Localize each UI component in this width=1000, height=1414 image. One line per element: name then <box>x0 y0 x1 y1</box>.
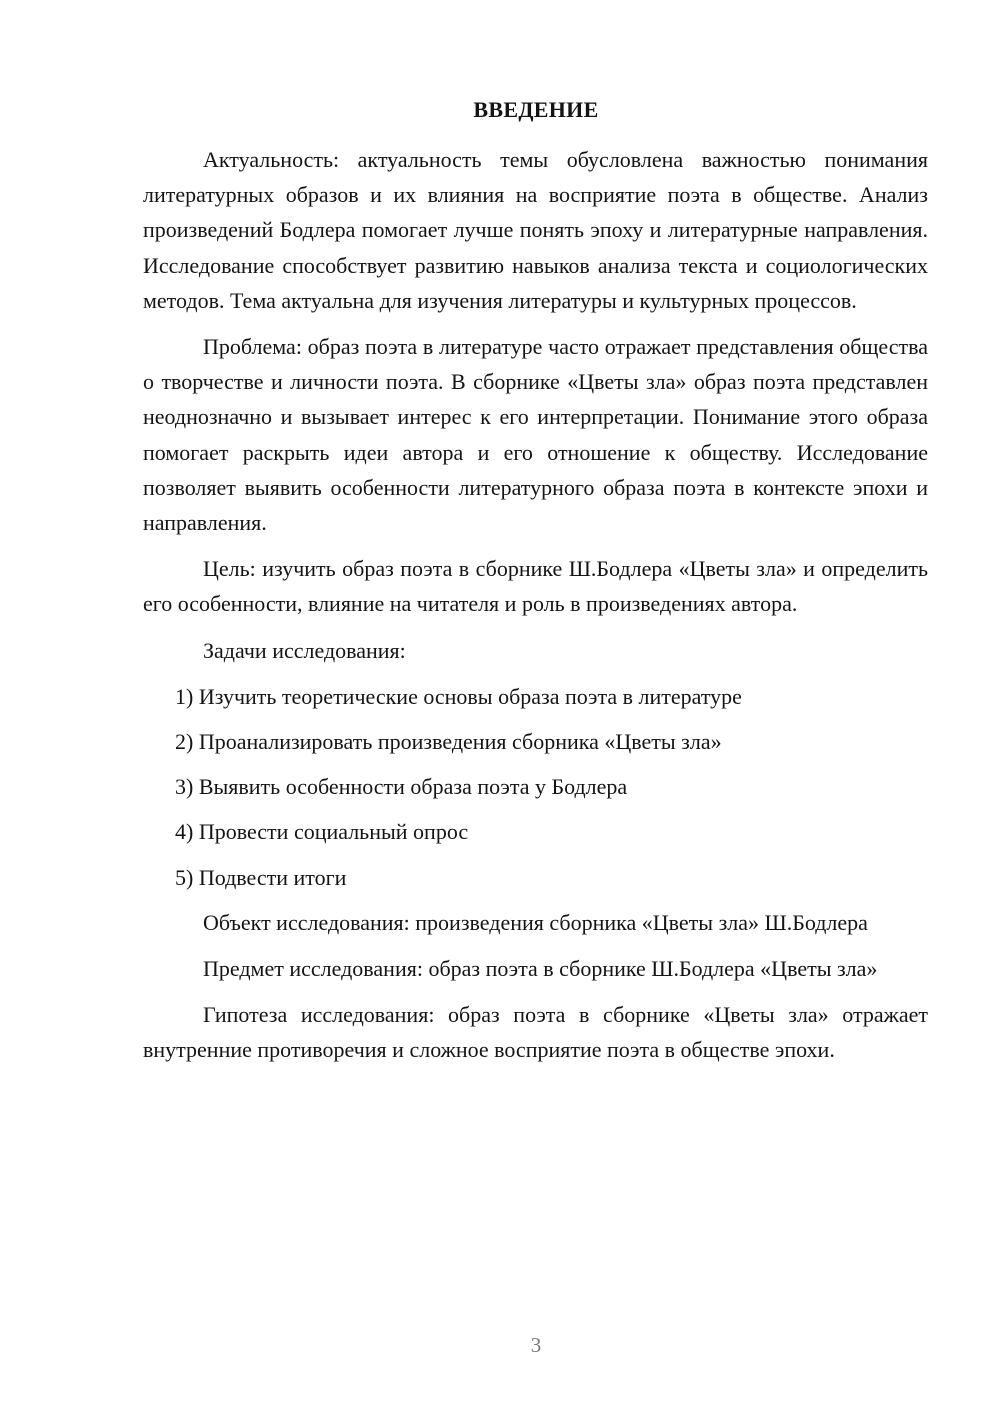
relevance-paragraph: Актуальность: актуальность темы обусловлена важностью понимания литературных образов и их влияния на восприятие поэта в обществе. Анализ произведений Бодлера помогает лучше понять эпоху и литературные направления. Исследование способствует развитию навыков анализа текста и социологических методов. Тема актуальна для изучения литературы и культурных процессов. <box>143 147 928 313</box>
tasks-label: Задачи исследования: <box>203 637 406 663</box>
page-number: 3 <box>530 1333 542 1357</box>
list-item: 3) Выявить особенности образа поэта у Бодлера <box>175 774 628 800</box>
hypothesis-paragraph: Гипотеза исследования: образ поэта в сборнике «Цветы зла» отражает внутренние противоречия и сложное восприятие поэта в обществе эпохи. <box>143 1002 928 1063</box>
tasks-list <box>143 679 928 895</box>
list-item: 4) Провести социальный опрос <box>175 819 469 845</box>
object-paragraph: Объект исследования: произведения сборника «Цветы зла» Ш.Бодлера <box>203 909 868 935</box>
problem-paragraph: Проблема: образ поэта в литературе часто отражает представления общества о творчестве и личности поэта. В сборнике «Цветы зла» образ поэта представлен неоднозначно и вызывает интерес к его интерпретации. Понимание этого образа помогает раскрыть идеи автора и его отношение к обществу. Исследование позволяет выявить особенности литературного образа поэта в контексте эпохи и направления. <box>143 334 928 536</box>
goal-paragraph: Цель: изучить образ поэта в сборнике Ш.Бодлера «Цветы зла» и определить его особенности, влияние на читателя и роль в произведениях автора. <box>143 556 928 617</box>
document-body <box>143 142 928 1079</box>
list-item: 5) Подвести итоги <box>175 864 347 890</box>
list-item: 2) Проанализировать произведения сборника «Цветы зла» <box>175 729 722 755</box>
list-item: 1) Изучить теоретические основы образа поэта в литературе <box>175 683 742 709</box>
page-title: ВВЕДЕНИЕ <box>473 97 599 122</box>
subject-paragraph: Предмет исследования: образ поэта в сборнике Ш.Бодлера «Цветы зла» <box>203 956 878 982</box>
